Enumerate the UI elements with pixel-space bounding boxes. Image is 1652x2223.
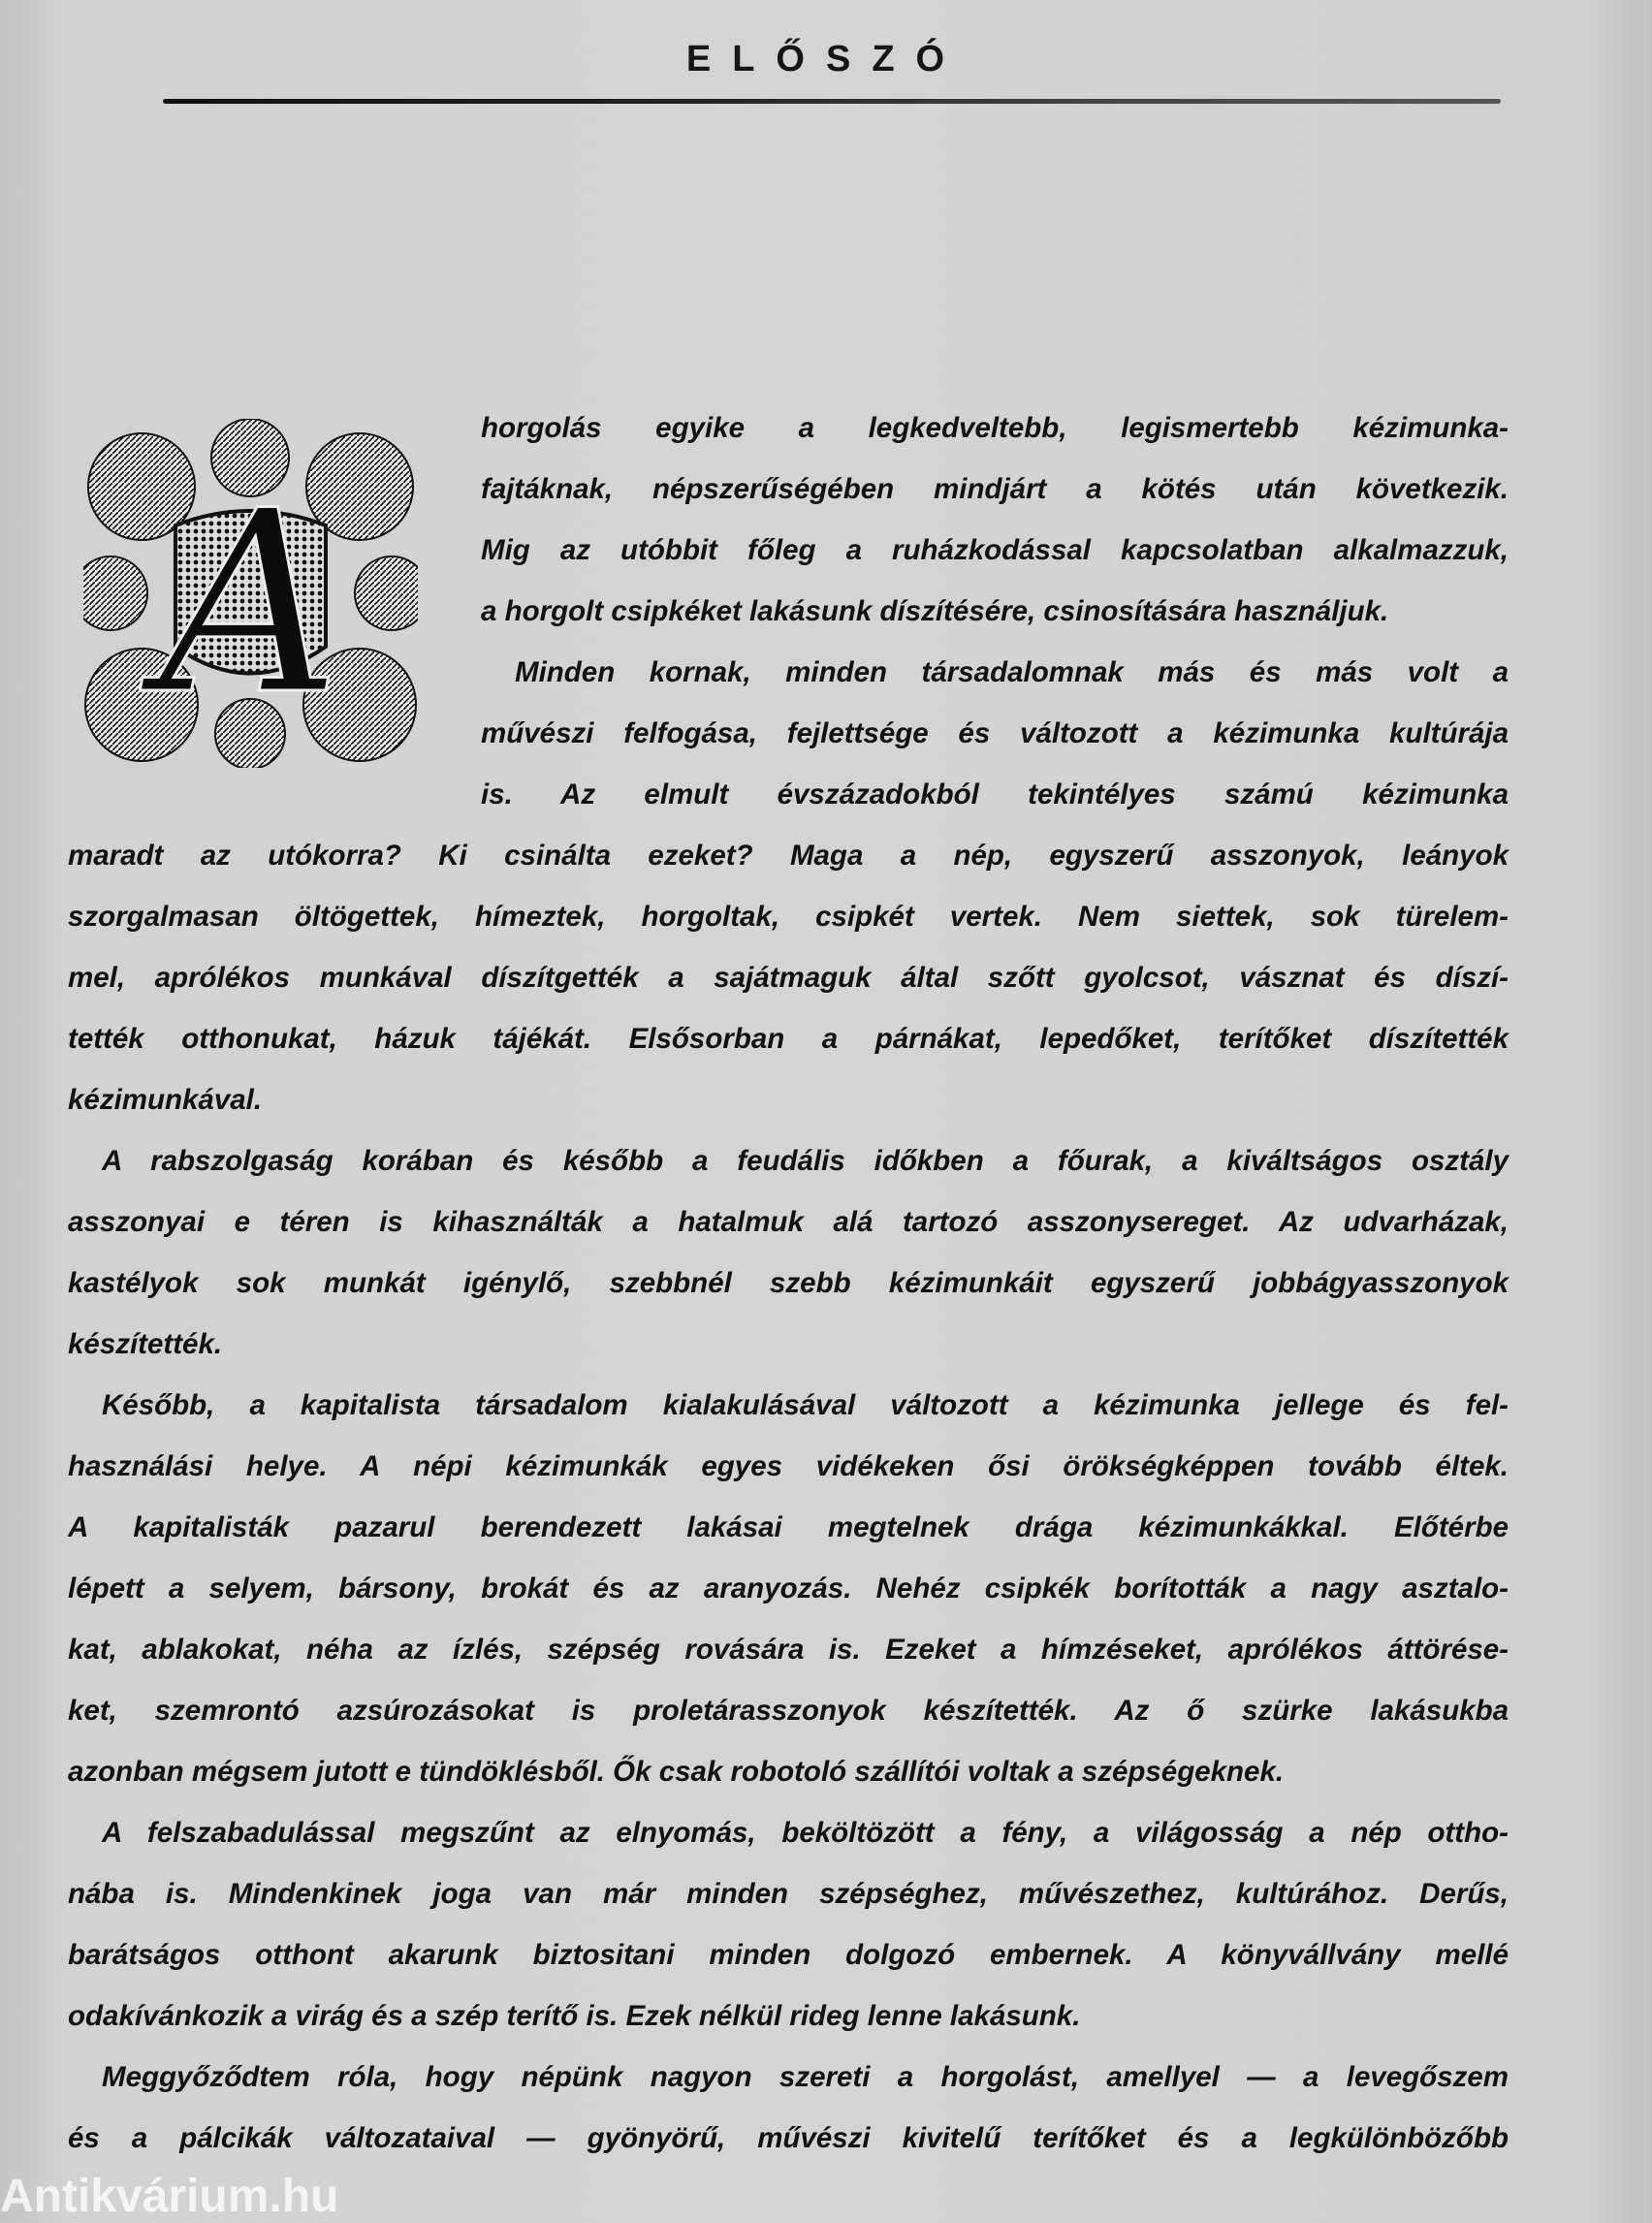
text-line: asszonyai e téren is kihasználták a hatalmuk alá tartozó asszonysereget. Az udvarházak,: [68, 1206, 1509, 1238]
text-line: Minden kornak, minden társadalomnak más és más volt a: [515, 656, 1509, 688]
text-line: A felszabadulással megszűnt az elnyomás, beköltözött a fény, a világosság a nép ottho-: [102, 1817, 1509, 1849]
title-rule: [163, 99, 1501, 104]
text-line: maradt az utókorra? Ki csinálta ezeket? Maga a nép, egyszerű asszonyok, leányok: [68, 840, 1509, 872]
text-line: ket, szemrontó azsúrozásokat is proletárasszonyok készítették. Az ő szürke lakásukba: [68, 1695, 1509, 1727]
text-line: Később, a kapitalista társadalom kialakulásával változott a kézimunka jellege és fel-: [102, 1389, 1509, 1421]
text-line: tették otthonukat, házuk tájékát. Elsősorban a párnákat, lepedőket, terítőket díszítették: [68, 1023, 1509, 1055]
text-line: kastélyok sok munkát igénylő, szebbnél szebb kézimunkáit egyszerű jobbágyasszonyok: [68, 1267, 1509, 1299]
text-line: A rabszolgaság korában és később a feudális időkben a főurak, a kiváltságos osztály: [102, 1145, 1509, 1177]
text-line: Mig az utóbbit főleg a ruházkodással kapcsolatban alkalmazzuk,: [481, 534, 1509, 566]
text-line: kézimunkával.: [68, 1084, 263, 1116]
text-line: odakívánkozik a virág és a szép terítő is. Ezek nélkül rideg lenne lakásunk.: [68, 2000, 1081, 2032]
text-line: Meggyőződtem róla, hogy népünk nagyon szereti a horgolást, amellyel — a levegőszem: [102, 2061, 1509, 2093]
text-line: készítették.: [68, 1328, 223, 1360]
text-line: A kapitalisták pazarul berendezett lakásai megtelnek drága kézimunkákkal. Előtérbe: [68, 1511, 1509, 1543]
page-title: ELŐSZÓ: [685, 39, 967, 79]
text-line: nába is. Mindenkinek joga van már minden szépséghez, művészethez, kultúrához. Derűs,: [68, 1878, 1509, 1910]
text-line: is. Az elmult évszázadokból tekintélyes számú kézimunka: [481, 778, 1509, 810]
text-line: művészi felfogása, fejlettsége és változott a kézimunka kultúrája: [481, 717, 1509, 749]
text-line: használási helye. A népi kézimunkák egyes vidékeken ősi örökségképpen tovább éltek.: [68, 1450, 1509, 1482]
text-line: horgolás egyike a legkedveltebb, legismertebb kézimunka-: [481, 412, 1509, 444]
text-line: mel, aprólékos munkával díszítgették a sajátmaguk által szőtt gyolcsot, vásznat és díszí-: [68, 962, 1509, 994]
text-line: kat, ablakokat, néha az ízlés, szépség rovására is. Ezeket a hímzéseket, aprólékos áttörése-: [68, 1634, 1509, 1666]
text-line: a horgolt csipkéket lakásunk díszítésére, csinosítására használjuk.: [481, 595, 1389, 627]
text-line: lépett a selyem, bársony, brokát és az aranyozás. Nehéz csipkék borították a nagy asztalo-: [68, 1572, 1509, 1604]
watermark: Antikvárium.hu: [0, 2171, 339, 2222]
drop-cap-letter: A: [159, 458, 341, 750]
text-line: barátságos otthont akarunk biztositani minden dolgozó embernek. A könyvállvány mellé: [68, 1939, 1509, 1971]
text-line: azonban mégsem jutott e tündöklésből. Ők csak robotoló szállítói voltak a szépségeknek.: [68, 1756, 1285, 1788]
drop-cap-crochet-initial: [83, 419, 418, 768]
text-line: szorgalmasan öltögettek, hímeztek, horgoltak, csipkét vertek. Nem siettek, sok türelem-: [68, 901, 1509, 933]
text-line: és a pálcikák változataival — gyönyörű, művészi kivitelű terítőket és a legkülönbözőbb: [68, 2122, 1509, 2154]
text-line: fajtáknak, népszerűségében mindjárt a kötés után következik.: [481, 473, 1509, 505]
